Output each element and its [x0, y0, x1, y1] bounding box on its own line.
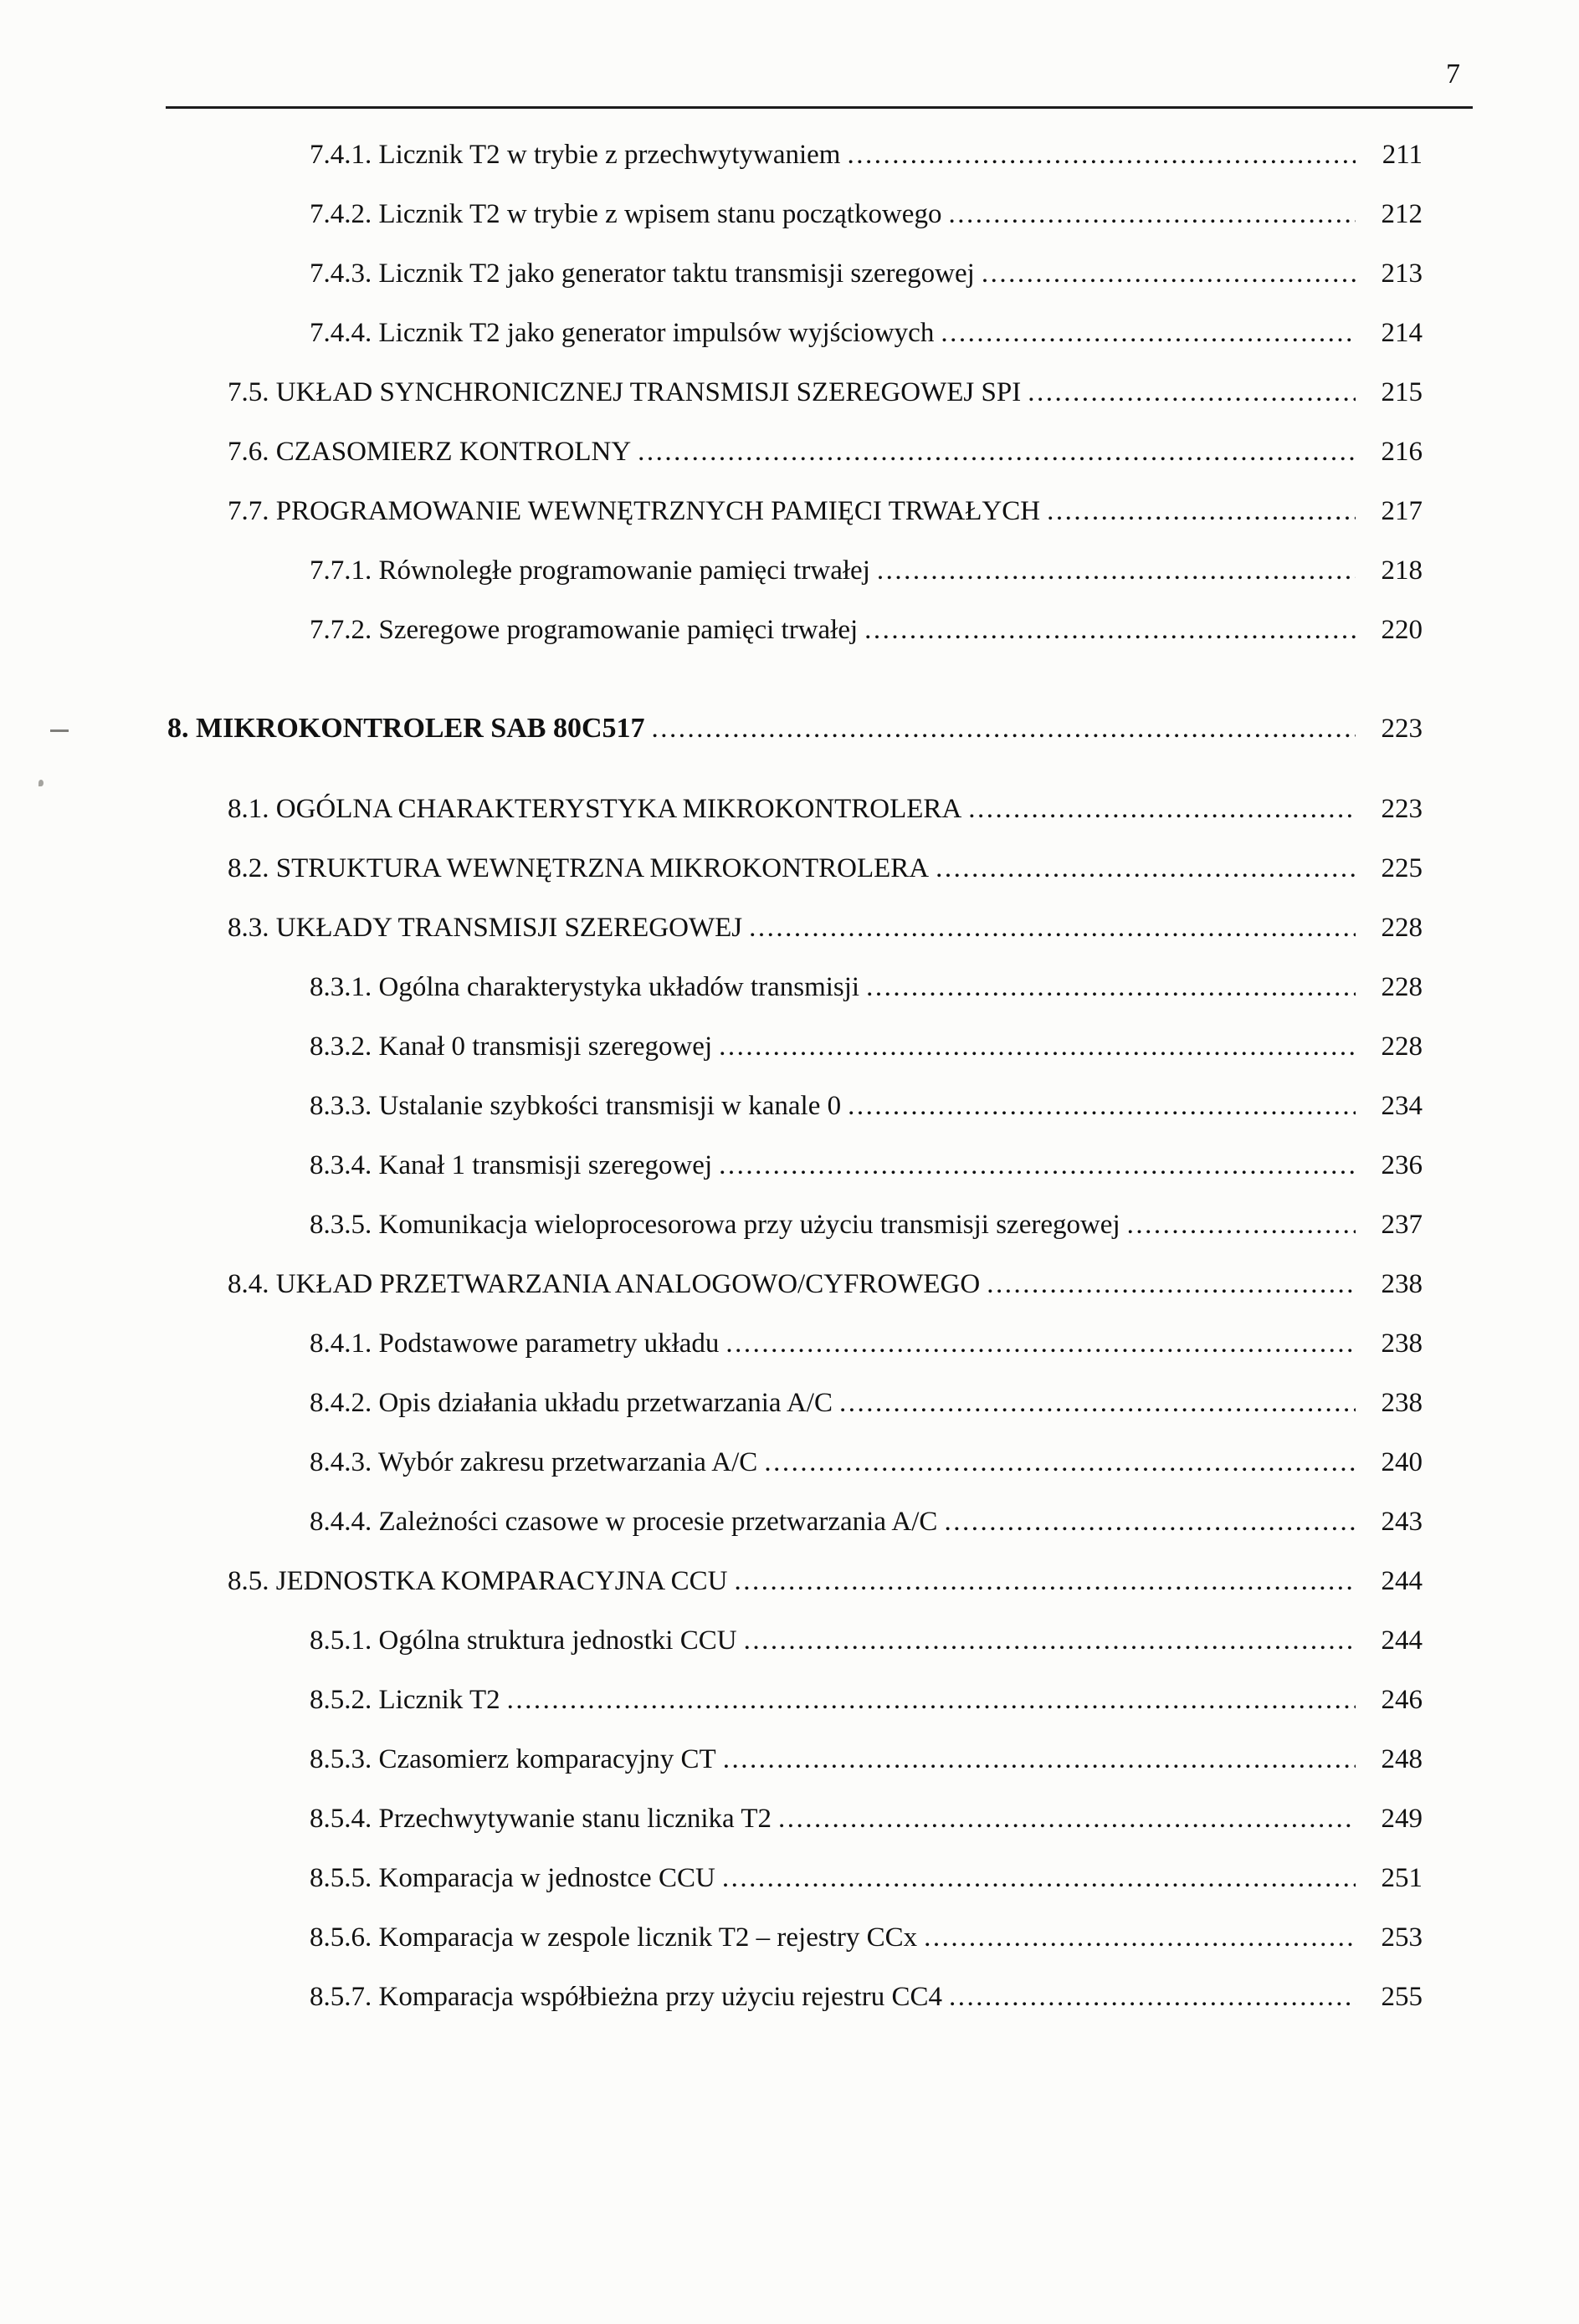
- toc-entry-page: 237: [1381, 1210, 1423, 1240]
- toc-entry-page: 212: [1381, 199, 1423, 229]
- toc-entry-page: 217: [1381, 496, 1423, 526]
- dot-leader: [924, 1908, 1356, 1968]
- toc-entry: [167, 422, 1423, 482]
- toc-entry-page: 215: [1381, 377, 1423, 407]
- dot-leader: [722, 1849, 1356, 1908]
- toc-entry: [167, 1789, 1423, 1849]
- dot-leader: [725, 1314, 1356, 1374]
- toc-entry-title: 8.3.2. Kanał 0 transmisji szeregowej: [310, 1031, 713, 1062]
- dot-leader: [847, 125, 1356, 185]
- dot-leader: [638, 422, 1356, 482]
- dot-leader: [719, 1017, 1356, 1077]
- toc-entry-page: 251: [1381, 1863, 1423, 1893]
- toc-entry-title: 8. MIKROKONTROLER SAB 80C517: [167, 713, 645, 744]
- dot-leader: [749, 898, 1356, 958]
- dot-leader: [848, 1077, 1356, 1136]
- toc-entry-title: 8.5.5. Komparacja w jednostce CCU: [310, 1863, 715, 1893]
- toc-entry: [167, 1255, 1423, 1314]
- toc-entry: [167, 482, 1423, 541]
- toc-entry-page: 253: [1381, 1922, 1423, 1953]
- toc-entry-page: 238: [1381, 1328, 1423, 1359]
- toc-entry: [167, 1492, 1423, 1552]
- toc-entry: [167, 1136, 1423, 1195]
- toc-entry-page: 249: [1381, 1804, 1423, 1834]
- dot-leader: [507, 1671, 1356, 1730]
- dot-leader: [941, 304, 1356, 363]
- toc-entry-page: 211: [1382, 140, 1423, 170]
- scan-artifact-dash: [50, 729, 69, 732]
- dot-leader: [723, 1730, 1356, 1789]
- toc-entry: [167, 1374, 1423, 1433]
- toc-entry: [167, 601, 1423, 660]
- dot-leader: [734, 1552, 1356, 1611]
- toc-entry-page: 240: [1381, 1447, 1423, 1477]
- toc-entry-title: 8.5.6. Komparacja w zespole licznik T2 – rejestry CCx: [310, 1922, 918, 1953]
- toc-entry-title: 8.5. JEDNOSTKA KOMPARACYJNA CCU: [228, 1566, 728, 1596]
- page-number: 7: [1446, 59, 1460, 90]
- toc-entry: [167, 1314, 1423, 1374]
- toc-entry: [167, 185, 1423, 244]
- toc-entry: [167, 780, 1423, 839]
- toc-entry: [167, 125, 1423, 185]
- dot-leader: [968, 780, 1356, 839]
- dot-leader: [982, 244, 1356, 304]
- toc-entry-page: 255: [1381, 1982, 1423, 2012]
- toc-entry-title: 7.4.2. Licznik T2 w trybie z wpisem stanu początkowego: [310, 199, 942, 229]
- toc-entry-page: 243: [1381, 1507, 1423, 1537]
- toc-entry: [167, 1671, 1423, 1730]
- dot-leader: [778, 1789, 1356, 1849]
- dot-leader: [764, 1433, 1356, 1492]
- toc-entry-title: 8.3.4. Kanał 1 transmisji szeregowej: [310, 1150, 713, 1180]
- toc-entry: [167, 1195, 1423, 1255]
- toc-entry-title: 8.4.1. Podstawowe parametry układu: [310, 1328, 720, 1359]
- toc-entry-title: 8.3.3. Ustalanie szybkości transmisji w kanale 0: [310, 1091, 842, 1121]
- toc-entry-page: 228: [1381, 1031, 1423, 1062]
- dot-leader: [1028, 363, 1356, 422]
- toc-entry: [167, 898, 1423, 958]
- toc-entry: [167, 244, 1423, 304]
- dot-leader: [744, 1611, 1356, 1671]
- toc-entry-title: 8.2. STRUKTURA WEWNĘTRZNA MIKROKONTROLERA: [228, 853, 930, 883]
- toc-entry-page: 216: [1381, 437, 1423, 467]
- toc-entry: [167, 958, 1423, 1017]
- dot-leader: [1127, 1195, 1356, 1255]
- dot-leader: [864, 601, 1356, 660]
- dot-leader: [877, 541, 1356, 601]
- toc-entry-title: 8.5.3. Czasomierz komparacyjny CT: [310, 1744, 716, 1774]
- dot-leader: [719, 1136, 1356, 1195]
- toc-entry: [167, 1077, 1423, 1136]
- toc-entry-page: 228: [1381, 972, 1423, 1002]
- toc-entry-title: 8.3. UKŁADY TRANSMISJI SZEREGOWEJ: [228, 913, 743, 943]
- toc-entry-page: 220: [1381, 615, 1423, 645]
- toc-entry-title: 8.5.4. Przechwytywanie stanu licznika T2: [310, 1804, 772, 1834]
- dot-leader: [948, 185, 1356, 244]
- toc-entry-title: 8.4.2. Opis działania układu przetwarzania A/C: [310, 1388, 833, 1418]
- toc-entry-page: 214: [1381, 318, 1423, 348]
- toc-entry-title: 8.3.1. Ogólna charakterystyka układów transmisji: [310, 972, 860, 1002]
- toc-entry-page: 213: [1381, 259, 1423, 289]
- toc-entry: [167, 1611, 1423, 1671]
- toc-entry-title: 8.1. OGÓLNA CHARAKTERYSTYKA MIKROKONTROLERA: [228, 794, 962, 824]
- toc-entry-title: 8.5.1. Ogólna struktura jednostki CCU: [310, 1625, 737, 1656]
- toc-entry-page: 223: [1381, 714, 1423, 744]
- toc-entry-title: 7.4.3. Licznik T2 jako generator taktu transmisji szeregowej: [310, 259, 975, 289]
- toc-entry-title: 7.5. UKŁAD SYNCHRONICZNEJ TRANSMISJI SZEREGOWEJ SPI: [228, 377, 1022, 407]
- dot-leader: [936, 839, 1356, 898]
- toc-entry: [167, 363, 1423, 422]
- toc-entry-title: 7.7. PROGRAMOWANIE WEWNĘTRZNYCH PAMIĘCI TRWAŁYCH: [228, 496, 1041, 526]
- dot-leader: [652, 699, 1356, 759]
- toc-entry-page: 218: [1381, 555, 1423, 586]
- toc-entry-page: 225: [1381, 853, 1423, 883]
- toc-entry: [167, 1017, 1423, 1077]
- toc-entry-page: 238: [1381, 1269, 1423, 1299]
- scan-artifact-dot: [38, 780, 44, 786]
- toc-entry-page: 244: [1381, 1566, 1423, 1596]
- toc-entry-title: 8.3.5. Komunikacja wieloprocesorowa przy użyciu transmisji szeregowej: [310, 1210, 1120, 1240]
- dot-leader: [987, 1255, 1356, 1314]
- toc-entry-page: 234: [1381, 1091, 1423, 1121]
- toc-entry-page: 246: [1381, 1685, 1423, 1715]
- dot-leader: [839, 1374, 1356, 1433]
- toc-entry-page: 223: [1381, 794, 1423, 824]
- toc-entry-page: 228: [1381, 913, 1423, 943]
- toc-entry-title: 7.7.2. Szeregowe programowanie pamięci trwałej: [310, 615, 859, 645]
- dot-leader: [1047, 482, 1356, 541]
- toc-entry: [167, 699, 1423, 758]
- toc-entry-page: 236: [1381, 1150, 1423, 1180]
- table-of-contents: [167, 125, 1423, 2027]
- dot-leader: [866, 958, 1356, 1017]
- toc-entry-page: 238: [1381, 1388, 1423, 1418]
- toc-entry-page: 244: [1381, 1625, 1423, 1656]
- toc-entry-title: 8.4. UKŁAD PRZETWARZANIA ANALOGOWO/CYFROWEGO: [228, 1269, 981, 1299]
- toc-entry: [167, 1552, 1423, 1611]
- toc-entry-title: 8.5.7. Komparacja współbieżna przy użyciu rejestru CC4: [310, 1982, 943, 2012]
- toc-entry-title: 7.4.4. Licznik T2 jako generator impulsów wyjściowych: [310, 318, 935, 348]
- toc-entry: [167, 1433, 1423, 1492]
- toc-entry-title: 7.6. CZASOMIERZ KONTROLNY: [228, 437, 632, 467]
- toc-entry-page: 248: [1381, 1744, 1423, 1774]
- toc-entry: [167, 1730, 1423, 1789]
- header-rule: [166, 106, 1473, 109]
- toc-entry: [167, 304, 1423, 363]
- dot-leader: [944, 1492, 1356, 1552]
- toc-entry: [167, 1968, 1423, 2027]
- toc-entry-title: 8.4.3. Wybór zakresu przetwarzania A/C: [310, 1447, 758, 1477]
- toc-entry: [167, 1849, 1423, 1908]
- toc-entry: [167, 1908, 1423, 1968]
- toc-entry-title: 7.4.1. Licznik T2 w trybie z przechwytywaniem: [310, 140, 841, 170]
- toc-entry-title: 8.5.2. Licznik T2: [310, 1685, 500, 1715]
- toc-entry: [167, 839, 1423, 898]
- toc-entry-title: 7.7.1. Równoległe programowanie pamięci trwałej: [310, 555, 870, 586]
- toc-entry-title: 8.4.4. Zależności czasowe w procesie przetwarzania A/C: [310, 1507, 938, 1537]
- toc-entry: [167, 541, 1423, 601]
- dot-leader: [949, 1968, 1356, 2027]
